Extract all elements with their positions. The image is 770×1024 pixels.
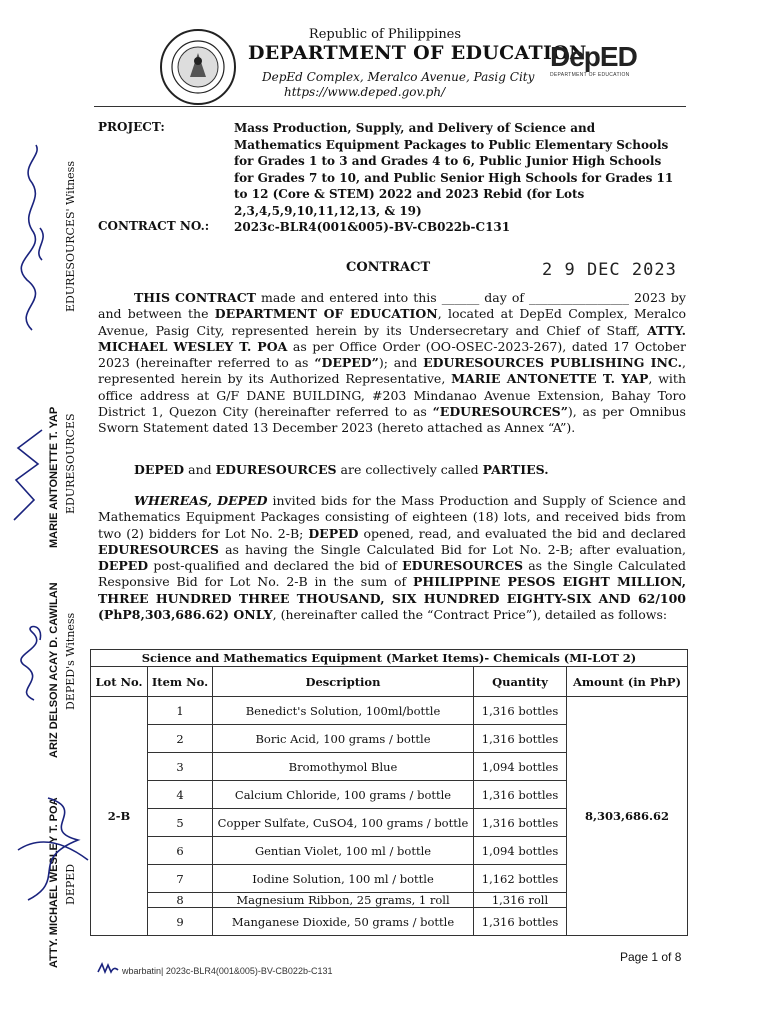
deped-rep-name: ATTY. MICHAEL WESLEY T. POA [48,797,60,968]
table-caption: Science and Mathematics Equipment (Market Items)- Chemicals (MI-LOT 2) [91,650,688,667]
department-address: DepEd Complex, Meralco Avenue, Pasig City [262,70,535,84]
parties-edu: EDURESOURCES [215,462,337,477]
header-description: Description [213,667,474,697]
header-divider [94,106,686,107]
contract-no-label: CONTRACT NO.: [98,219,210,233]
intro-text-1: made and entered into this ______ day of ________________ 2023 by and between the [98,290,686,322]
deped-witness-name: ARIZ DELSON ACAY D. CAWILAN [48,582,60,758]
item-description: Iodine Solution, 100 ml / bottle [213,865,474,893]
item-quantity: 1,162 bottles [474,865,567,893]
intro-text-6: , with office address at G/F DANE BUILDING, #203 Mindanao Avenue Extension, Bahay Toro District 1, Quezon City (hereinafter referred to as [98,371,686,420]
initial-scribble-icon [96,962,120,976]
whereas-edu-1: EDURESOURCES [98,541,219,557]
item-quantity: 1,316 roll [474,893,567,908]
intro-this: THIS [134,290,170,305]
item-no: 6 [148,837,213,865]
item-description: Boric Acid, 100 grams / bottle [213,725,474,753]
lot-cell: 2-B [91,697,148,936]
intro-deped-rep: ATTY. MICHAEL WESLEY T. POA [98,322,686,354]
item-quantity: 1,316 bottles [474,697,567,725]
whereas-text-3: as having the Single Calculated Bid for Lot No. 2-B; after evaluation, [225,541,686,557]
whereas-text-2: opened, read, and evaluated the bid and declared [363,525,686,541]
item-no: 8 [148,893,213,908]
parties-label: PARTIES. [482,462,549,477]
page-number: Page 1 of 8 [620,950,682,964]
parties-text: are collectively called [340,462,479,477]
item-no: 2 [148,725,213,753]
deped-witness-label: DEPED's Witness [64,612,77,710]
logo-text: DepED [550,41,637,72]
whereas-text-4: post-qualified and declared the bid of [153,558,397,574]
intro-text-5: , represented herein by its Authorized Representative, [98,355,686,387]
item-description: Bromothymol Blue [213,753,474,781]
item-description: Magnesium Ribbon, 25 grams, 1 roll [213,893,474,908]
contract-title: CONTRACT [346,260,431,275]
whereas-amount: PHILIPPINE PESOS EIGHT MILLION, THREE HUNDRED THREE THOUSAND, SIX HUNDRED EIGHTY-SIX AND 62/100 (PhP8,303,686.62) ONLY [98,574,686,623]
item-no: 3 [148,753,213,781]
whereas-deped-2: DEPED [98,558,149,574]
intro-contract: CONTRACT [175,290,256,305]
intro-paragraph [98,290,686,437]
item-quantity: 1,316 bottles [474,809,567,837]
parties-paragraph [98,462,686,478]
intro-deped-short: “DEPED” [314,355,379,371]
header-amount: Amount (in PhP) [567,667,688,697]
parties-and: and [188,462,212,477]
deped-seal-icon [158,27,238,107]
item-description: Gentian Violet, 100 ml / bottle [213,837,474,865]
edu-rep-org: EDURESOURCES [64,413,77,514]
deped-witness-signature-icon [4,620,60,710]
deped-logo [550,42,660,82]
project-text [234,120,674,236]
item-quantity: 1,316 bottles [474,725,567,753]
project-description: Mass Production, Supply, and Delivery of Science and Mathematics Equipment Packages to Public Elementary Schools for Grades 1 to 3 and Grades 4 to 6, Public Junior High Schools for Grades 7 to 10, and Public Senior High Schools for Grades 11 to 12 (Core & STEM) 2022 and 2023 Rebid (for Lots 2,3,4,5,9,10,11,12,13, & 19) [234,121,674,218]
amount-cell: 8,303,686.62 [567,697,688,936]
whereas-edu-2: EDURESOURCES [402,558,524,574]
header-item: Item No. [148,667,213,697]
edu-rep-name: MARIE ANTONETTE T. YAP [48,406,60,548]
whereas-lead: WHEREAS, DEPED [134,493,268,508]
item-description: Copper Sulfate, CuSO4, 100 grams / bottle [213,809,474,837]
edu-witness-signature-icon [2,140,62,340]
table-row [91,697,688,725]
item-description: Manganese Dioxide, 50 grams / bottle [213,908,474,936]
edu-rep-signature-icon [4,420,54,530]
deped-rep-signature-icon [8,790,98,910]
item-description: Calcium Chloride, 100 grams / bottle [213,781,474,809]
item-description: Benedict's Solution, 100ml/bottle [213,697,474,725]
item-no: 9 [148,908,213,936]
republic-heading: Republic of Philippines [308,27,462,42]
intro-deped-name: DEPARTMENT OF EDUCATION [214,306,438,322]
date-stamp: 2 9 DEC 2023 [542,260,677,280]
whereas-text-5: as the Single Calculated Responsive Bid for Lot No. 2-B in the sum of [98,558,686,590]
item-no: 4 [148,781,213,809]
contract-number: 2023c-BLR4(001&005)-BV-CB022b-C131 [234,220,511,234]
whereas-paragraph [98,493,686,623]
parties-deped: DEPED [134,462,185,477]
item-quantity: 1,316 bottles [474,908,567,936]
department-title: DEPARTMENT OF EDUCATION [248,42,587,64]
item-no: 1 [148,697,213,725]
intro-edu-rep: MARIE ANTONETTE T. YAP [451,371,649,387]
deped-rep-org: DEPED [64,863,77,905]
item-quantity: 1,094 bottles [474,753,567,781]
project-label: PROJECT: [98,120,165,134]
intro-edu-name: EDURESOURCES PUBLISHING INC. [423,355,683,371]
edu-witness-label: EDURESOURCES' Witness [64,161,77,312]
item-quantity: 1,316 bottles [474,781,567,809]
item-no: 5 [148,809,213,837]
footer-reference: wbarbatin| 2023c-BLR4(001&005)-BV-CB022b-C131 [122,966,333,976]
header-lot: Lot No. [91,667,148,697]
intro-text-2: , located at DepEd Complex, Meralco Avenue, Pasig City, represented herein by its Undersecretary and Chief of Staff, [98,306,687,338]
header-quantity: Quantity [474,667,567,697]
intro-text-3: as per Office Order (OO-OSEC-2023-267), dated 17 October 2023 (hereinafter referred to as [98,338,686,371]
intro-text-7: ), as per Omnibus Sworn Statement dated 13 December 2023 (hereto attached as Annex “A”). [98,404,686,436]
department-url: https://www.deped.gov.ph/ [284,85,446,99]
items-table [90,649,688,936]
logo-subtext: DEPARTMENT OF EDUCATION [550,72,630,78]
item-quantity: 1,094 bottles [474,837,567,865]
whereas-deped-1: DEPED [308,525,359,541]
whereas-text-1: invited bids for the Mass Production and Supply of Science and Mathematics Equipment Packages consisting of eighteen (18) lots, and received bids from two (2) bidders for Lot No. 2-B; [98,493,686,541]
intro-edu-short: “EDURESOURCES” [432,404,568,420]
item-no: 7 [148,865,213,893]
intro-text-4: ); and [378,355,418,371]
whereas-text-6: , (hereinafter called the “Contract Price”), detailed as follows: [272,607,668,623]
